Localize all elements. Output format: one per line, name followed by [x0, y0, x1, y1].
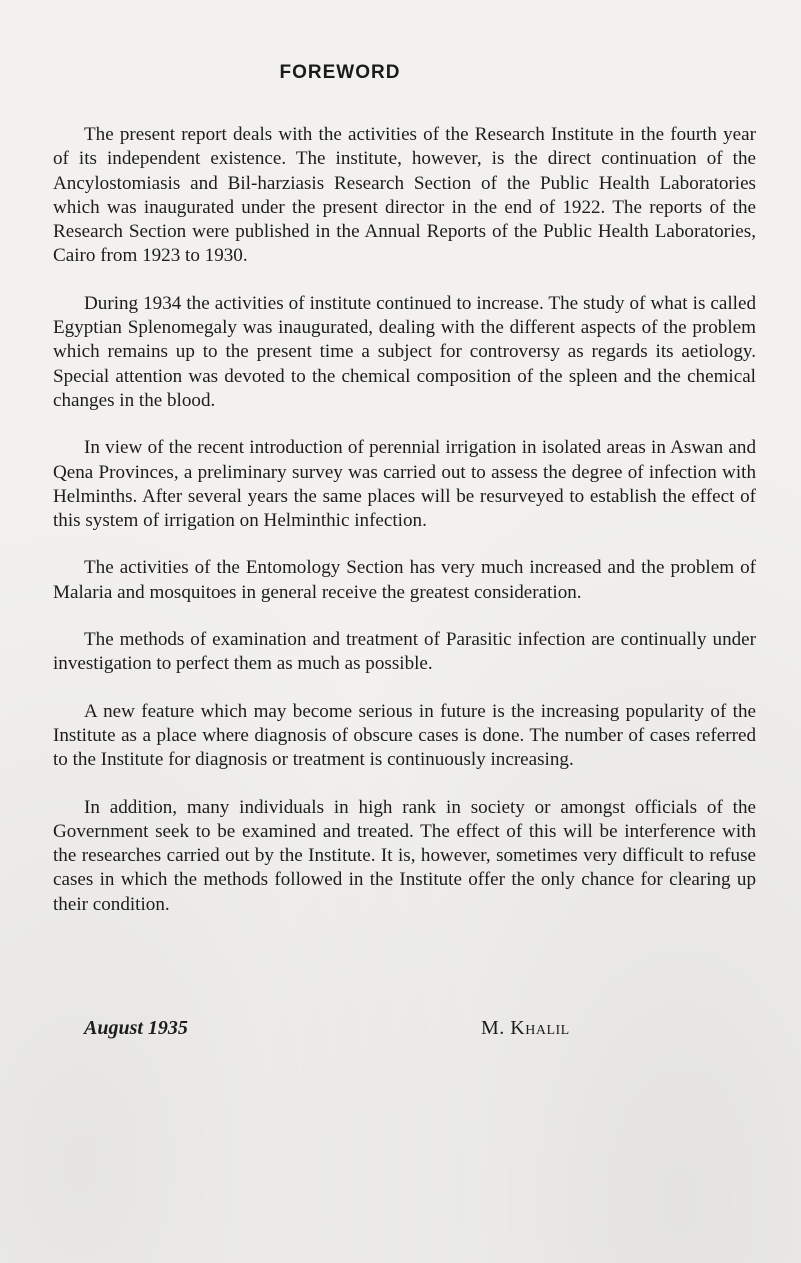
author-signature: M. Khalil — [481, 1017, 570, 1039]
paragraph: The present report deals with the activities of the Research Institute in the fourth year of its independent existence. The institute, however, is the direct continuation of the Ancylostomiasis and Bil-harziasis Research Section of the Public Health Laboratories which was inaugurated under the present director in the end of 1922. The reports of the Research Section were published in the Annual Reports of the Public Health Laboratories, Cairo from 1923 to 1930. — [53, 124, 756, 267]
paragraph: The methods of examination and treatment of Parasitic infection are continually under investigation to perfect them as much as possible. — [53, 629, 756, 675]
paragraph: The activities of the Entomology Section has very much increased and the problem of Malaria and mosquitoes in general receive the greatest consideration. — [53, 557, 756, 603]
signature-row — [84, 1017, 724, 1047]
paragraph: In view of the recent introduction of perennial irrigation in isolated areas in Aswan and Qena Provinces, a preliminary survey was carried out to assess the degree of infection with Helminths. After several years the same places will be resurveyed to establish the effect of this system of irrigation on Helminthic infection. — [53, 437, 756, 532]
paragraph: A new feature which may become serious in future is the increasing popularity of the Institute as a place where diagnosis of obscure cases is done. The number of cases referred to the Institute for diagnosis or treatment is continuously increasing. — [53, 700, 756, 771]
page-title: FOREWORD — [279, 62, 401, 83]
foreword-body — [53, 123, 756, 940]
paragraph: During 1934 the activities of institute continued to increase. The study of what is called Egyptian Splenomegaly was inaugurated, dealing with the different aspects of the problem which remains up to the present time a subject for controversy as regards its aetiology. Special attention was devoted to the chemical composition of the spleen and the chemical changes in the blood. — [53, 292, 756, 411]
paragraph: In addition, many individuals in high rank in society or amongst officials of the Government seek to be examined and treated. The effect of this will be interference with the researches carried out by the Institute. It is, however, sometimes very difficult to refuse cases in which the methods followed in the Institute offer the only chance for clearing up their condition. — [53, 796, 756, 915]
date-line: August 1935 — [84, 1017, 188, 1039]
